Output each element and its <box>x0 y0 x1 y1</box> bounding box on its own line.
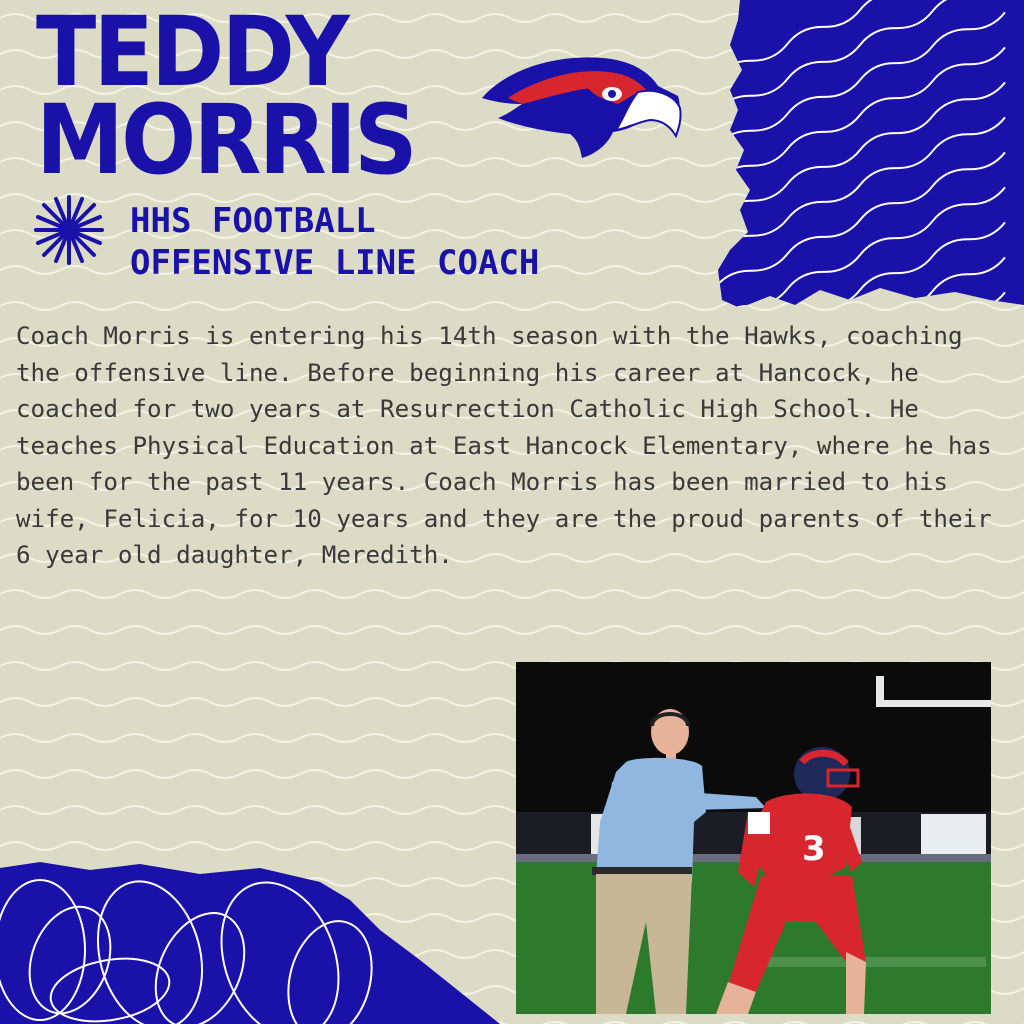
coach-name-heading <box>36 0 415 196</box>
coach-photo-illustration <box>516 662 991 1014</box>
coach-first-name: TEDDY <box>36 0 347 108</box>
decorative-blue-blob-bottom-left <box>0 860 500 1024</box>
coach-title-line1: HHS FOOTBALL <box>130 201 376 241</box>
coach-title <box>130 200 539 284</box>
jersey-number: 3 <box>802 829 826 869</box>
coach-photo <box>516 662 991 1014</box>
starburst-icon <box>34 195 104 265</box>
coach-title-line2: OFFENSIVE LINE COACH <box>130 243 540 283</box>
hawk-logo-icon <box>478 48 684 160</box>
coach-biography: Coach Morris is entering his 14th season with the Hawks, coaching the offensive line. Before beginning his career at Hancock, he coached for two years at Resurrection Catholic High School. He teaches Physical Education at East Hancock Elementary, where he has been for the past 11 years. Coach Morris has been married to his wife, Felicia, for 10 years and they are the proud parents of their 6 year old daughter, Meredith. <box>16 322 992 569</box>
coach-last-name: MORRIS <box>36 84 415 196</box>
decorative-blue-blob-top-right <box>700 0 1024 320</box>
